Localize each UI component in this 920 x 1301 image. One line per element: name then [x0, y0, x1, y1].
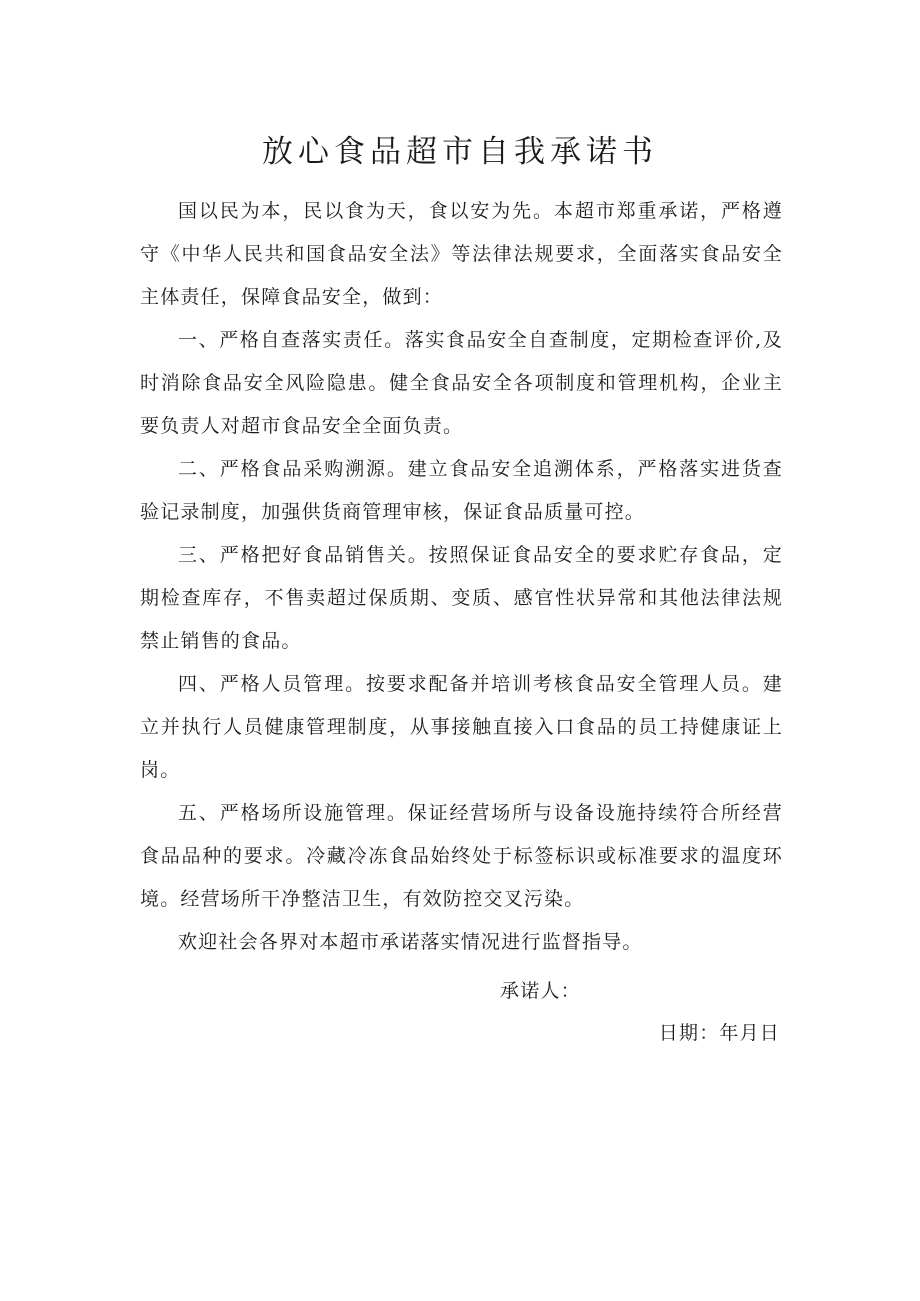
date-label: 日期：年月日 [658, 1022, 780, 1044]
paragraph-item-3: 三、严格把好食品销售关。按照保证食品安全的要求贮存食品，定期检查库存，不售卖超过保质期、变质、感官性状异常和其他法律法规禁止销售的食品。 [140, 544, 783, 652]
document-title: 放心食品超市自我承诺书 [262, 134, 658, 170]
paragraph-item-2: 二、严格食品采购溯源。建立食品安全追溯体系，严格落实进货查验记录制度，加强供货商管理审核，保证食品质量可控。 [140, 458, 783, 523]
paragraph-item-4: 四、严格人员管理。按要求配备并培训考核食品安全管理人员。建立并执行人员健康管理制度，从事接触直接入口食品的员工持健康证上岗。 [140, 673, 783, 781]
paragraph-intro: 国以民为本，民以食为天，食以安为先。本超市郑重承诺，严格遵守《中华人民共和国食品安全法》等法律法规要求，全面落实食品安全主体责任，保障食品安全，做到： [140, 200, 783, 308]
document-body [140, 190, 783, 964]
paragraph-item-5: 五、严格场所设施管理。保证经营场所与设备设施持续符合所经营食品品种的要求。冷藏冷冻食品始终处于标签标识或标准要求的温度环境。经营场所干净整洁卫生，有效防控交叉污染。 [140, 802, 783, 910]
signer-label: 承诺人： [500, 980, 581, 1002]
paragraph-item-1: 一、严格自查落实责任。落实食品安全自查制度，定期检查评价,及时消除食品安全风险隐患。健全食品安全各项制度和管理机构，企业主要负责人对超市食品安全全面负责。 [140, 329, 783, 437]
paragraph-closing: 欢迎社会各界对本超市承诺落实情况进行监督指导。 [178, 931, 643, 953]
